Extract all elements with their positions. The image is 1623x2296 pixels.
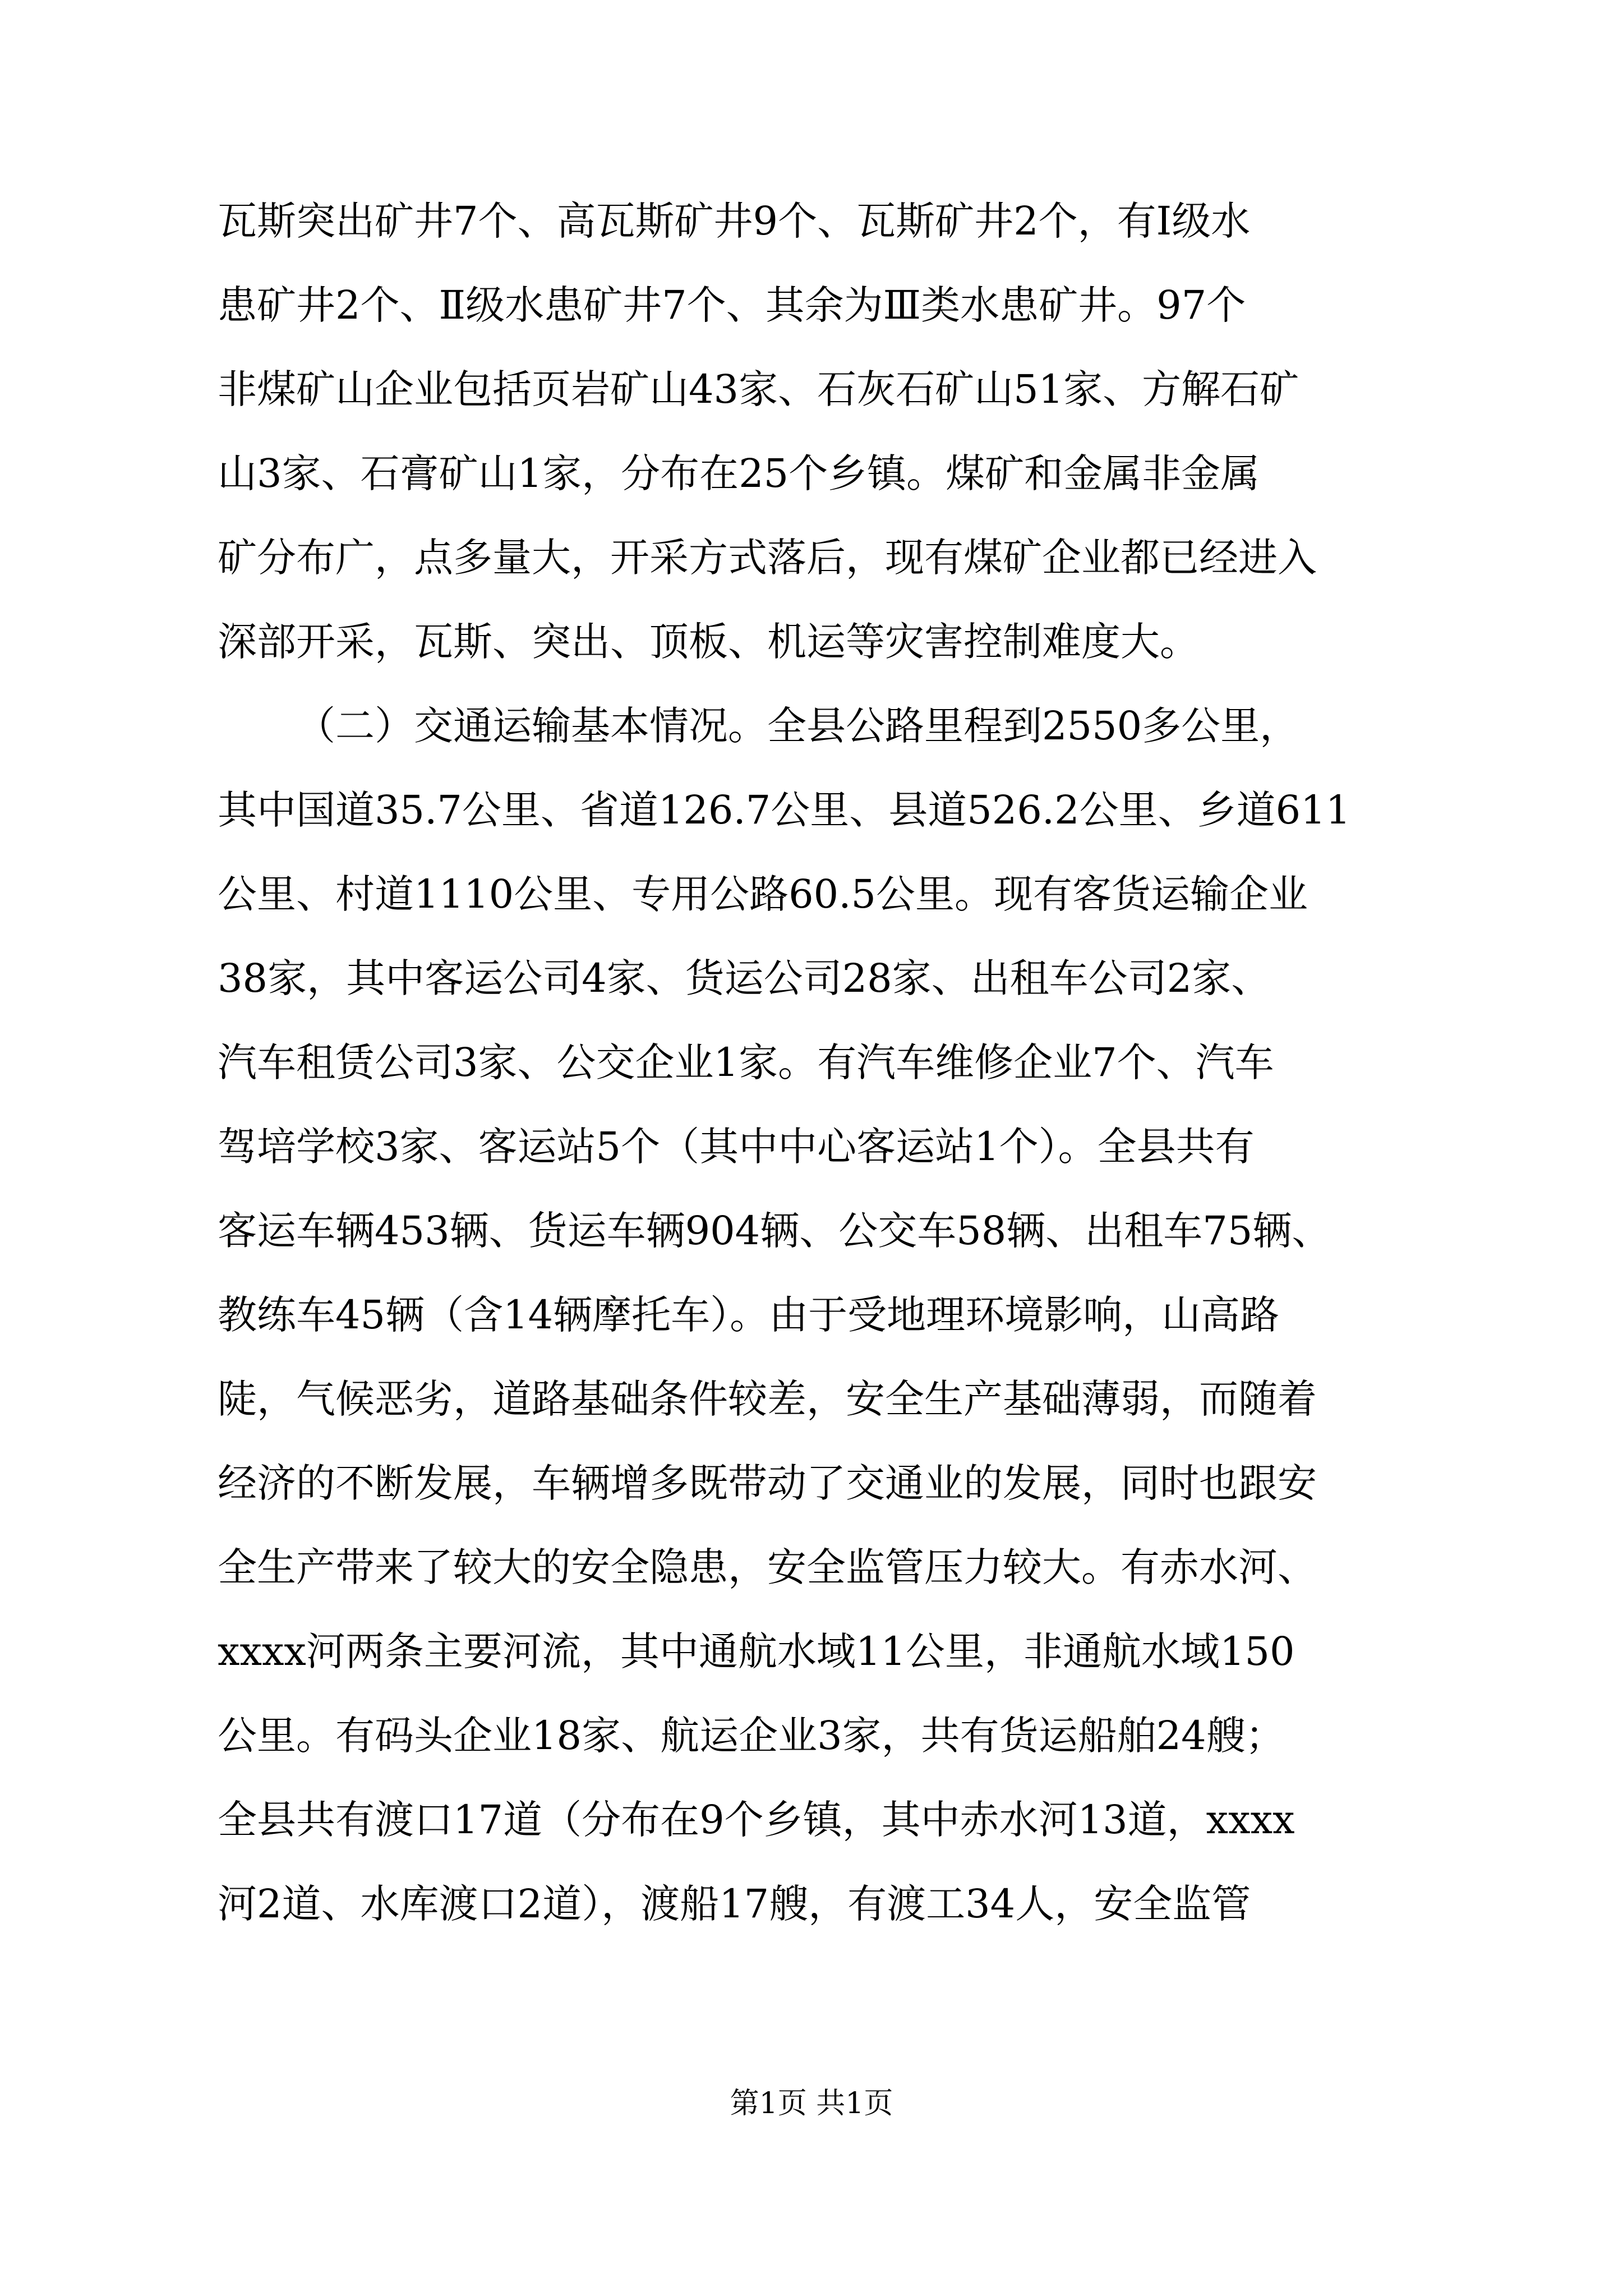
text-line: 公里、村道1110公里、专用公路60.5公里。现有客货运输企业 (218, 871, 1308, 917)
text-line: xxxx河两条主要河流，其中通航水域11公里，非通航水域150 (218, 1628, 1295, 1674)
section-heading-line: （二）交通运输基本情况。全县公路里程到2550多公里， (296, 703, 1299, 749)
text-line: 全生产带来了较大的安全隐患，安全监管压力较大。有赤水河、 (218, 1544, 1317, 1590)
text-line: 瓦斯突出矿井7个、高瓦斯矿井9个、瓦斯矿井2个，有Ⅰ级水 (218, 198, 1251, 244)
text-line: 38家，其中客运公司4家、货运公司28家、出租车公司2家、 (218, 955, 1271, 1001)
text-line: 公里。有码头企业18家、航运企业3家，共有货运船舶24艘； (218, 1713, 1285, 1759)
text-line: 矿分布广，点多量大，开采方式落后，现有煤矿企业都已经进入 (218, 535, 1317, 581)
text-line: 患矿井2个、Ⅱ级水患矿井7个、其余为Ⅲ类水患矿井。97个 (218, 282, 1246, 328)
text-line: 河2道、水库渡口2道），渡船17艘，有渡工34人，安全监管 (218, 1881, 1251, 1927)
text-line: 驾培学校3家、客运站5个（其中中心客运站1个）。全县共有 (218, 1124, 1255, 1170)
page-footer: 第1页 共1页 (730, 2087, 893, 2120)
text-line: 其中国道35.7公里、省道126.7公里、县道526.2公里、乡道611 (218, 787, 1351, 833)
text-line: 非煤矿山企业包括页岩矿山43家、石灰石矿山51家、方解石矿 (218, 366, 1299, 412)
text-line: 客运车辆453辆、货运车辆904辆、公交车58辆、出租车75辆、 (218, 1208, 1331, 1254)
text-line: 山3家、石膏矿山1家，分布在25个乡镇。煤矿和金属非金属 (218, 450, 1260, 496)
text-line: 陡，气候恶劣，道路基础条件较差，安全生产基础薄弱，而随着 (218, 1376, 1317, 1422)
text-line: 经济的不断发展，车辆增多既带动了交通业的发展，同时也跟安 (218, 1460, 1317, 1506)
text-line: 全县共有渡口17道（分布在9个乡镇，其中赤水河13道，xxxx (218, 1797, 1295, 1843)
text-line: 汽车租赁公司3家、公交企业1家。有汽车维修企业7个、汽车 (218, 1039, 1274, 1085)
text-line: 深部开采，瓦斯、突出、顶板、机运等灾害控制难度大。 (218, 619, 1199, 665)
text-line: 教练车45辆（含14辆摩托车）。由于受地理环境影响，山高路 (218, 1292, 1280, 1338)
